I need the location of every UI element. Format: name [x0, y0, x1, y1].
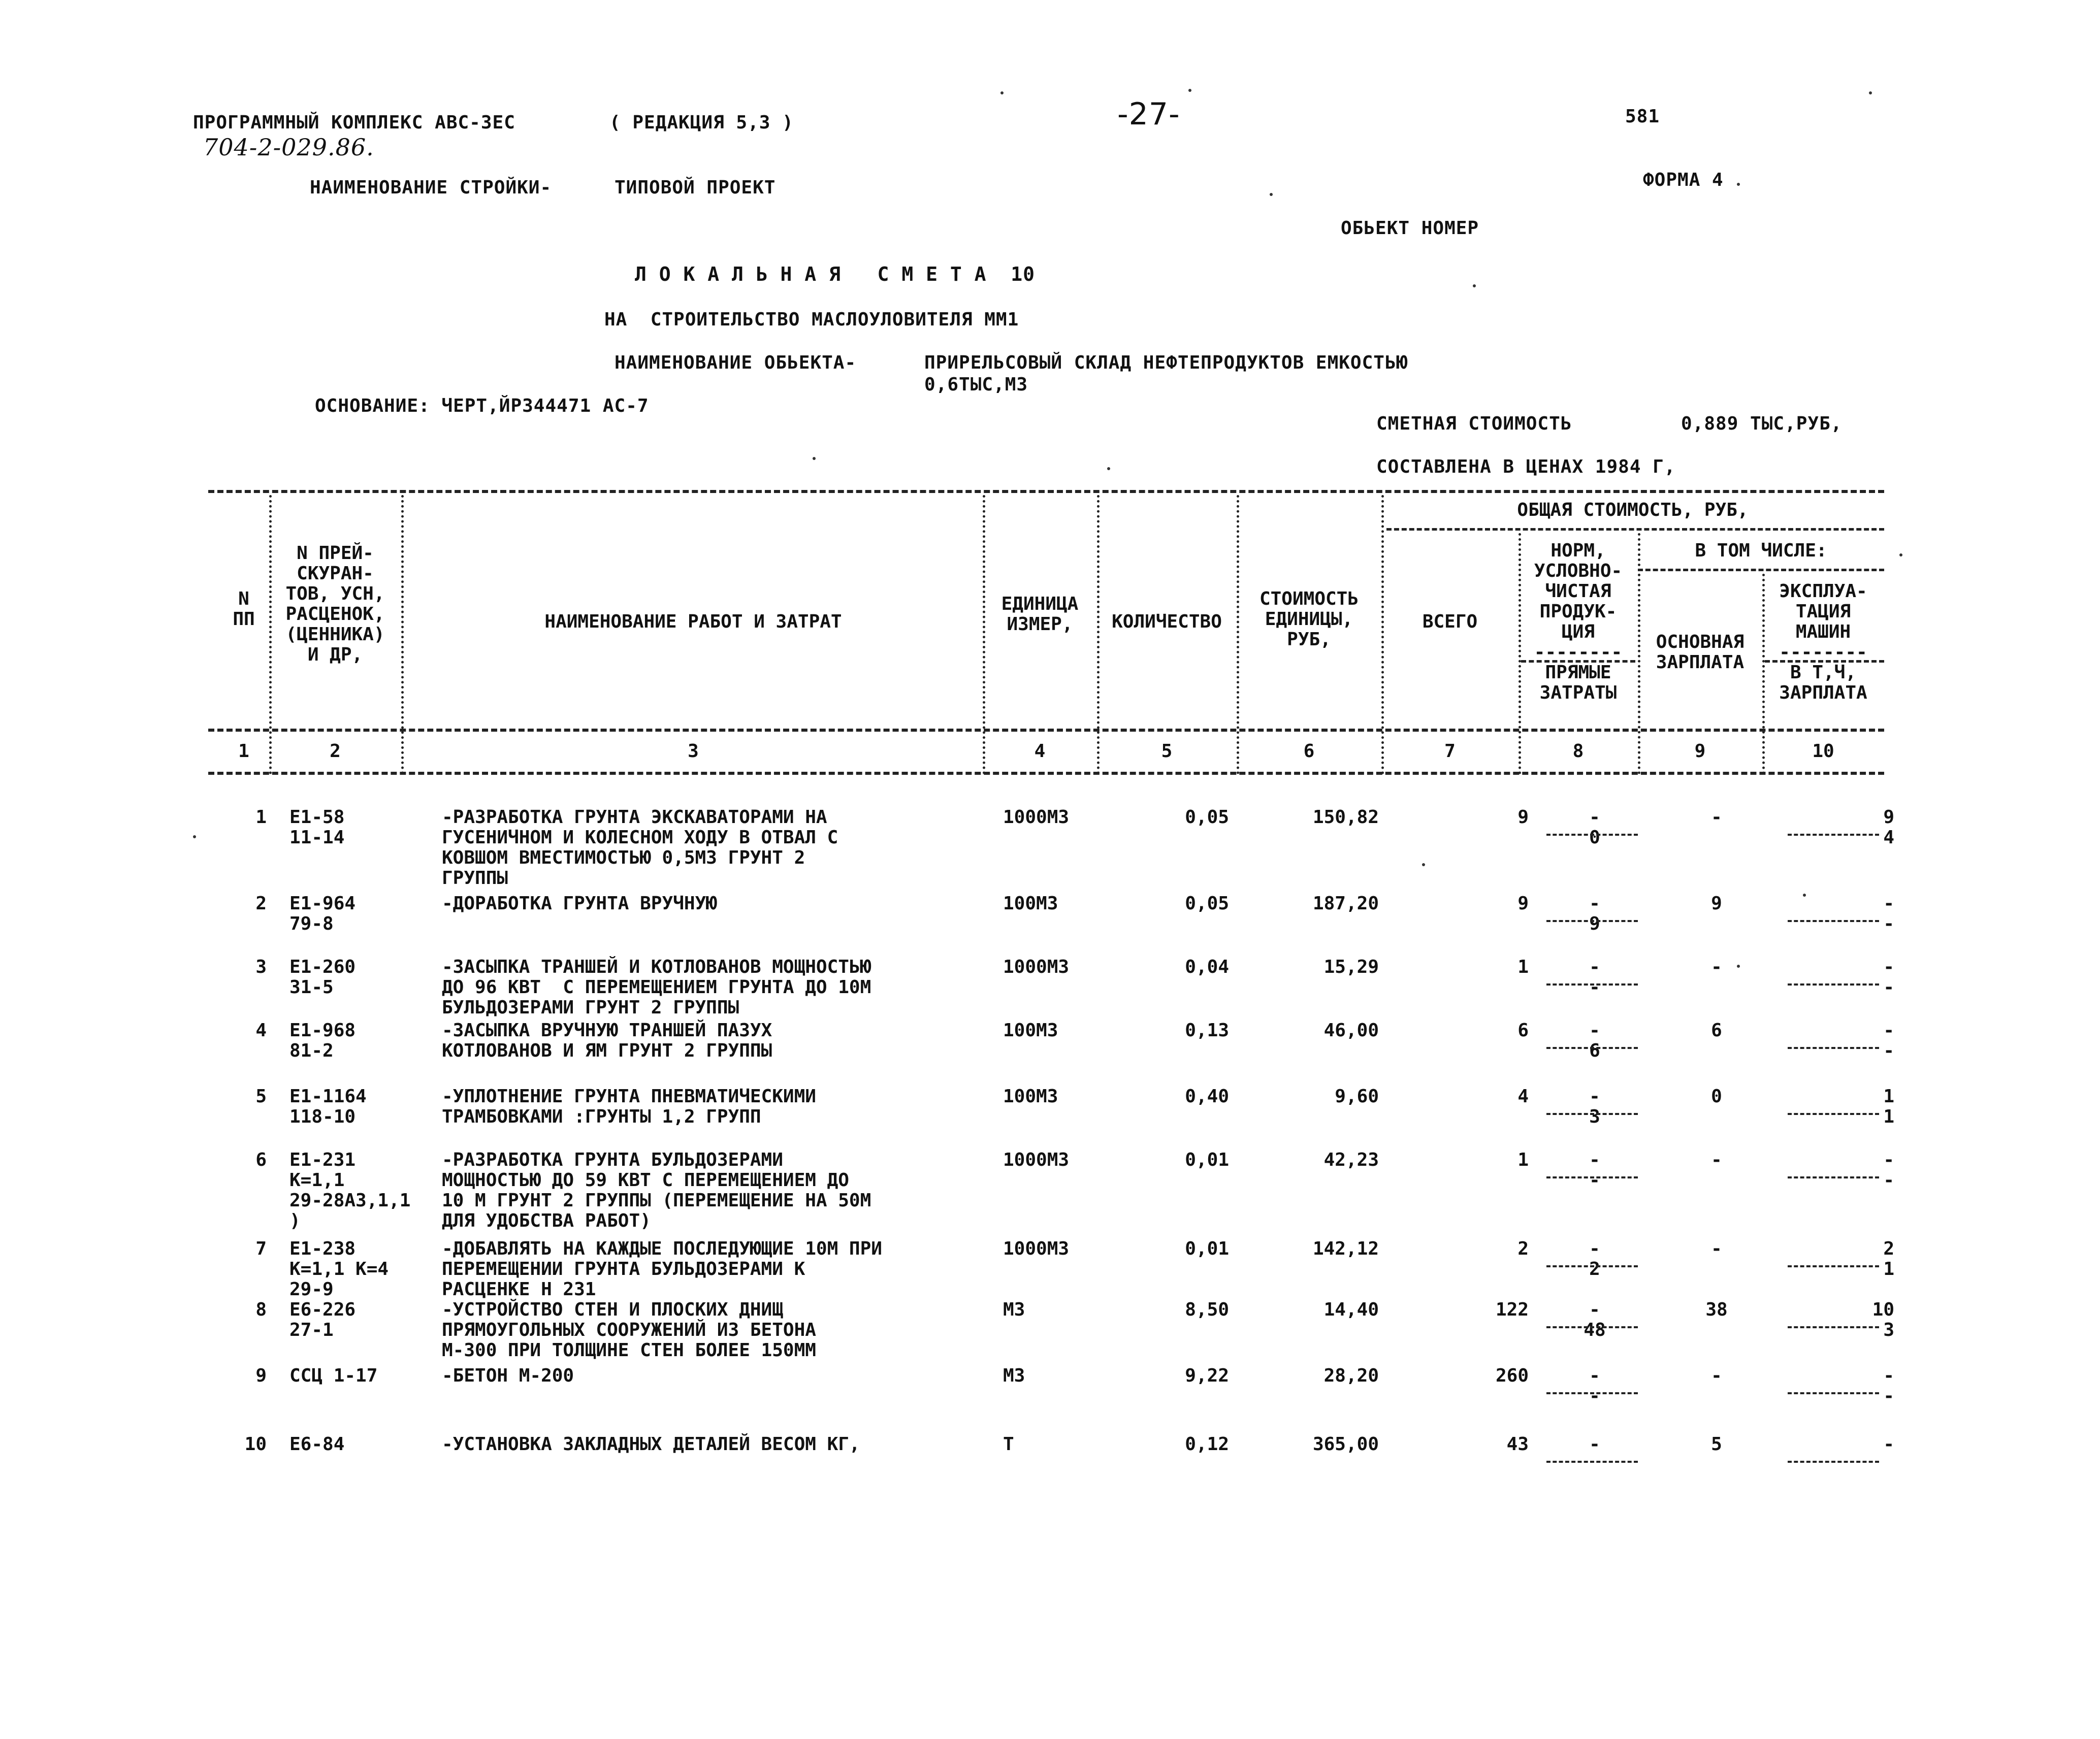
- row-number: 9: [255, 1365, 267, 1386]
- col-header-base-salary: ОСНОВНАЯ ЗАРПЛАТА: [1656, 632, 1744, 673]
- row-total: 1: [1517, 1150, 1529, 1170]
- row-machines: 10 3: [1872, 1299, 1894, 1340]
- cell-split-rule: [1788, 1047, 1879, 1049]
- row-work-name: -ЗАСЫПКА ТРАНШЕЙ И КОТЛОВАНОВ МОЩНОСТЬЮ ДО 96 КВТ С ПЕРЕМЕЩЕНИЕМ ГРУНТА ДО 10М БУЛЬДОЗЕРАМИ ГРУНТ 2 ГРУППЫ: [442, 957, 871, 1018]
- row-number: 7: [255, 1238, 267, 1259]
- row-total: 9: [1517, 893, 1529, 914]
- row-base-salary: -: [1711, 1238, 1722, 1259]
- row-quantity: 0,13: [1185, 1020, 1229, 1041]
- cell-split-rule: [1546, 983, 1638, 986]
- colnum-2: 2: [330, 741, 341, 762]
- cell-split-rule: [1788, 1113, 1879, 1115]
- cell-split-rule: [1546, 1265, 1638, 1267]
- row-norm: - 0: [1589, 807, 1600, 848]
- cell-split-rule: [1546, 1326, 1638, 1328]
- colnum-1: 1: [238, 741, 249, 762]
- cell-split-rule: [1788, 1265, 1879, 1267]
- cell-split-rule: [1546, 1392, 1638, 1394]
- object-label: НАИМЕНОВАНИЕ ОБЬЕКТА-: [615, 352, 857, 373]
- row-base-salary: -: [1711, 1150, 1722, 1170]
- colnum-8: 8: [1572, 741, 1584, 762]
- row-quantity: 0,40: [1185, 1086, 1229, 1107]
- row-number: 6: [255, 1150, 267, 1170]
- row-code: Е1-1164 118-10: [289, 1086, 367, 1127]
- row-number: 2: [255, 893, 267, 914]
- row-unit: М3: [1003, 1365, 1025, 1386]
- row-number: 10: [244, 1434, 267, 1455]
- form-label: ФОРМА 4: [1643, 170, 1724, 190]
- cell-split-rule: [1546, 920, 1638, 922]
- row-unit: 1000М3: [1003, 1238, 1070, 1259]
- row-quantity: 0,05: [1185, 807, 1229, 828]
- row-norm: - -: [1589, 1365, 1600, 1406]
- row-number: 3: [255, 957, 267, 977]
- colnum-9: 9: [1694, 741, 1706, 762]
- row-total: 9: [1517, 807, 1529, 828]
- row-norm: - -: [1589, 957, 1600, 998]
- table-colnum-rule: [208, 772, 1884, 775]
- colnum-4: 4: [1034, 741, 1046, 762]
- colnum-5: 5: [1161, 741, 1173, 762]
- cell-split-rule: [1788, 983, 1879, 986]
- row-machines: - -: [1883, 957, 1894, 998]
- object-number: ОБЬЕКТ НОМЕР: [1341, 218, 1479, 239]
- row-norm: - 3: [1589, 1086, 1600, 1127]
- row-work-name: -УСТАНОВКА ЗАКЛАДНЫХ ДЕТАЛЕЙ ВЕСОМ КГ,: [442, 1434, 860, 1455]
- incl-group-rule: [1638, 569, 1884, 571]
- cell-split-rule: [1546, 1047, 1638, 1049]
- col-header-total: ВСЕГО: [1422, 611, 1478, 632]
- row-code: Е1-231 К=1,1 29-28А3,1,1 ): [289, 1150, 411, 1231]
- row-work-name: -ДОБАВЛЯТЬ НА КАЖДЫЕ ПОСЛЕДУЮЩИЕ 10М ПРИ ПЕРЕМЕЩЕНИИ ГРУНТА БУЛЬДОЗЕРАМИ К РАСЦЕНКЕ Н 231: [442, 1238, 882, 1300]
- row-base-salary: 9: [1711, 893, 1722, 914]
- col-header-work-name: НАИМЕНОВАНИЕ РАБОТ И ЗАТРАТ: [544, 611, 842, 632]
- row-code: Е1-238 К=1,1 К=4 29-9: [289, 1238, 389, 1300]
- row-work-name: -УСТРОЙСТВО СТЕН И ПЛОСКИХ ДНИЩ ПРЯМОУГОЛЬНЫХ СООРУЖЕНИЙ ИЗ БЕТОНА М-300 ПРИ ТОЛЩИНЕ СТЕН БОЛЕЕ 150ММ: [442, 1299, 816, 1361]
- row-code: ССЦ 1-17: [289, 1365, 378, 1386]
- row-machines: - -: [1883, 1365, 1894, 1406]
- row-unit: 100М3: [1003, 1086, 1058, 1107]
- row-unit-cost: 46,00: [1323, 1020, 1379, 1041]
- handwritten-code: 704-2-029.86.: [203, 134, 374, 161]
- cell-split-rule: [1546, 1113, 1638, 1115]
- row-norm: - 2: [1589, 1238, 1600, 1279]
- col-header-incl-group: В ТОМ ЧИСЛЕ:: [1695, 540, 1827, 561]
- row-number: 1: [255, 807, 267, 828]
- col-separator: [983, 495, 985, 774]
- row-number: 4: [255, 1020, 267, 1041]
- row-norm: -: [1589, 1434, 1600, 1455]
- row-unit: 1000М3: [1003, 807, 1070, 828]
- row-unit-cost: 14,40: [1323, 1299, 1379, 1320]
- col-header-number: N ПП: [233, 588, 255, 630]
- row-work-name: -УПЛОТНЕНИЕ ГРУНТА ПНЕВМАТИЧЕСКИМИ ТРАМБОВКАМИ :ГРУНТЫ 1,2 ГРУПП: [442, 1086, 816, 1127]
- row-work-name: -РАЗРАБОТКА ГРУНТА БУЛЬДОЗЕРАМИ МОЩНОСТЬЮ ДО 59 КВТ С ПЕРЕМЕЩЕНИЕМ ДО 10 М ГРУНТ 2 ГРУППЫ (ПЕРЕМЕЩЕНИЕ НА 50М ДЛЯ УДОБСТВА РАБОТ): [442, 1150, 871, 1231]
- page-number: -27-: [1117, 96, 1180, 132]
- row-total: 6: [1517, 1020, 1529, 1041]
- row-work-name: -РАЗРАБОТКА ГРУНТА ЭКСКАВАТОРАМИ НА ГУСЕНИЧНОМ И КОЛЕСНОМ ХОДУ В ОТВАЛ С КОВШОМ ВМЕСТИМОСТЬЮ 0,5М3 ГРУНТ 2 ГРУППЫ: [442, 807, 838, 889]
- estimated-cost-value: 0,889 ТЫС,РУБ,: [1681, 413, 1843, 434]
- cell-split-rule: [1546, 1461, 1638, 1463]
- row-machines: 2 1: [1883, 1238, 1894, 1279]
- edition: ( РЕДАКЦИЯ 5,3 ): [609, 112, 794, 133]
- row-unit-cost: 365,00: [1312, 1434, 1379, 1455]
- row-unit-cost: 42,23: [1323, 1150, 1379, 1170]
- row-base-salary: -: [1711, 1365, 1722, 1386]
- row-total: 122: [1495, 1299, 1529, 1320]
- row-quantity: 0,01: [1185, 1238, 1229, 1259]
- row-total: 1: [1517, 957, 1529, 977]
- row-unit-cost: 9,60: [1335, 1086, 1379, 1107]
- col-header-total-group: ОБЩАЯ СТОИМОСТЬ, РУБ,: [1517, 500, 1749, 520]
- cell-split-rule: [1788, 1461, 1879, 1463]
- construction-label: НАИМЕНОВАНИЕ СТРОЙКИ-: [310, 177, 552, 198]
- table-top-rule: [208, 490, 1884, 493]
- sheet-code: 581: [1625, 106, 1660, 127]
- row-base-salary: 0: [1711, 1086, 1722, 1107]
- cell-split-rule: [1546, 1176, 1638, 1178]
- row-work-name: -ЗАСЫПКА ВРУЧНУЮ ТРАНШЕЙ ПАЗУХ КОТЛОВАНОВ И ЯМ ГРУНТ 2 ГРУППЫ: [442, 1020, 772, 1061]
- row-machines: - -: [1883, 893, 1894, 934]
- row-code: Е1-58 11-14: [289, 807, 345, 848]
- basis: ОСНОВАНИЕ: ЧЕРТ,ЙР344471 АС-7: [315, 396, 649, 416]
- row-unit-cost: 28,20: [1323, 1365, 1379, 1386]
- row-machines: 1 1: [1883, 1086, 1894, 1127]
- row-code: Е1-260 31-5: [289, 957, 356, 998]
- row-unit: Т: [1003, 1434, 1014, 1455]
- row-machines: - -: [1883, 1020, 1894, 1061]
- row-unit: М3: [1003, 1299, 1025, 1320]
- estimated-cost-label: СМЕТНАЯ СТОИМОСТЬ: [1376, 413, 1572, 434]
- row-unit-cost: 150,82: [1312, 807, 1379, 828]
- col-separator: [401, 495, 404, 774]
- row-unit: 1000М3: [1003, 1150, 1070, 1170]
- row-unit: 100М3: [1003, 1020, 1058, 1041]
- row-unit: 100М3: [1003, 893, 1058, 914]
- prices-note: СОСТАВЛЕНА В ЦЕНАХ 1984 Г,: [1376, 456, 1676, 477]
- col-separator: [1381, 495, 1384, 774]
- object-value-line1: ПРИРЕЛЬСОВЫЙ СКЛАД НЕФТЕПРОДУКТОВ ЕМКОСТЬЮ: [924, 352, 1408, 373]
- colnum-3: 3: [688, 741, 699, 762]
- row-work-name: -БЕТОН М-200: [442, 1365, 574, 1386]
- total-group-rule: [1386, 528, 1884, 531]
- row-unit-cost: 142,12: [1312, 1238, 1379, 1259]
- row-quantity: 0,04: [1185, 957, 1229, 977]
- row-total: 2: [1517, 1238, 1529, 1259]
- row-quantity: 9,22: [1185, 1365, 1229, 1386]
- row-quantity: 0,01: [1185, 1150, 1229, 1170]
- row-unit-cost: 15,29: [1323, 957, 1379, 977]
- row-code: Е1-968 81-2: [289, 1020, 356, 1061]
- col-header-quantity: КОЛИЧЕСТВО: [1112, 611, 1222, 632]
- col-header-machines: ЭКСПЛУА- ТАЦИЯ МАШИН -------- В Т,Ч, ЗАРПЛАТА: [1779, 581, 1867, 703]
- row-norm: - 9: [1589, 893, 1600, 934]
- row-code: Е1-964 79-8: [289, 893, 356, 934]
- row-machines: - -: [1883, 1150, 1894, 1191]
- page-title: Л О К А Л Ь Н А Я С М Е Т А 10: [635, 263, 1035, 285]
- cell-split-rule: [1546, 834, 1638, 836]
- construction-value: ТИПОВОЙ ПРОЕКТ: [615, 177, 776, 198]
- col-header-unit: ЕДИНИЦА ИЗМЕР,: [1001, 594, 1079, 635]
- program-name: ПРОГРАММНЫЙ КОМПЛЕКС АВС-3ЕС: [193, 112, 515, 133]
- row-norm: - 6: [1589, 1020, 1600, 1061]
- colnum-7: 7: [1444, 741, 1456, 762]
- row-number: 8: [255, 1299, 267, 1320]
- row-total: 260: [1495, 1365, 1529, 1386]
- construction-for: НА СТРОИТЕЛЬСТВО МАСЛОУЛОВИТЕЛЯ ММ1: [604, 309, 1019, 330]
- row-quantity: 0,05: [1185, 893, 1229, 914]
- row-quantity: 0,12: [1185, 1434, 1229, 1455]
- row-base-salary: 6: [1711, 1020, 1722, 1041]
- row-code: Е6-226 27-1: [289, 1299, 356, 1340]
- row-total: 4: [1517, 1086, 1529, 1107]
- cell-split-rule: [1788, 834, 1879, 836]
- table-header-rule: [208, 729, 1884, 732]
- cell-split-rule: [1788, 920, 1879, 922]
- row-machines: 9 4: [1883, 807, 1894, 848]
- row-code: Е6-84: [289, 1434, 345, 1455]
- col-header-price-list: N ПРЕЙ- СКУРАН- ТОВ, УСН, РАСЦЕНОК, (ЦЕННИКА) И ДР,: [285, 543, 385, 665]
- row-unit: 1000М3: [1003, 957, 1070, 977]
- row-norm: - 48: [1584, 1299, 1606, 1340]
- row-total: 43: [1506, 1434, 1529, 1455]
- row-base-salary: 5: [1711, 1434, 1722, 1455]
- row-norm: - -: [1589, 1150, 1600, 1191]
- row-number: 5: [255, 1086, 267, 1107]
- col-header-unit-cost: СТОИМОСТЬ ЕДИНИЦЫ, РУБ,: [1259, 588, 1359, 650]
- colnum-6: 6: [1303, 741, 1315, 762]
- row-base-salary: -: [1711, 807, 1722, 828]
- row-work-name: -ДОРАБОТКА ГРУНТА ВРУЧНУЮ: [442, 893, 717, 914]
- row-machines: -: [1883, 1434, 1894, 1455]
- cell-split-rule: [1788, 1392, 1879, 1394]
- row-unit-cost: 187,20: [1312, 893, 1379, 914]
- cell-split-rule: [1788, 1326, 1879, 1328]
- object-value-line2: 0,6ТЫС,М3: [924, 374, 1028, 395]
- colnum-10: 10: [1812, 741, 1834, 762]
- cell-split-rule: [1788, 1176, 1879, 1178]
- row-quantity: 8,50: [1185, 1299, 1229, 1320]
- col-separator: [1097, 495, 1100, 774]
- col-header-norm: НОРМ, УСЛОВНО- ЧИСТАЯ ПРОДУК- ЦИЯ -------- ПРЯМЫЕ ЗАТРАТЫ: [1534, 540, 1623, 703]
- row-base-salary: 38: [1705, 1299, 1728, 1320]
- row-base-salary: -: [1711, 957, 1722, 977]
